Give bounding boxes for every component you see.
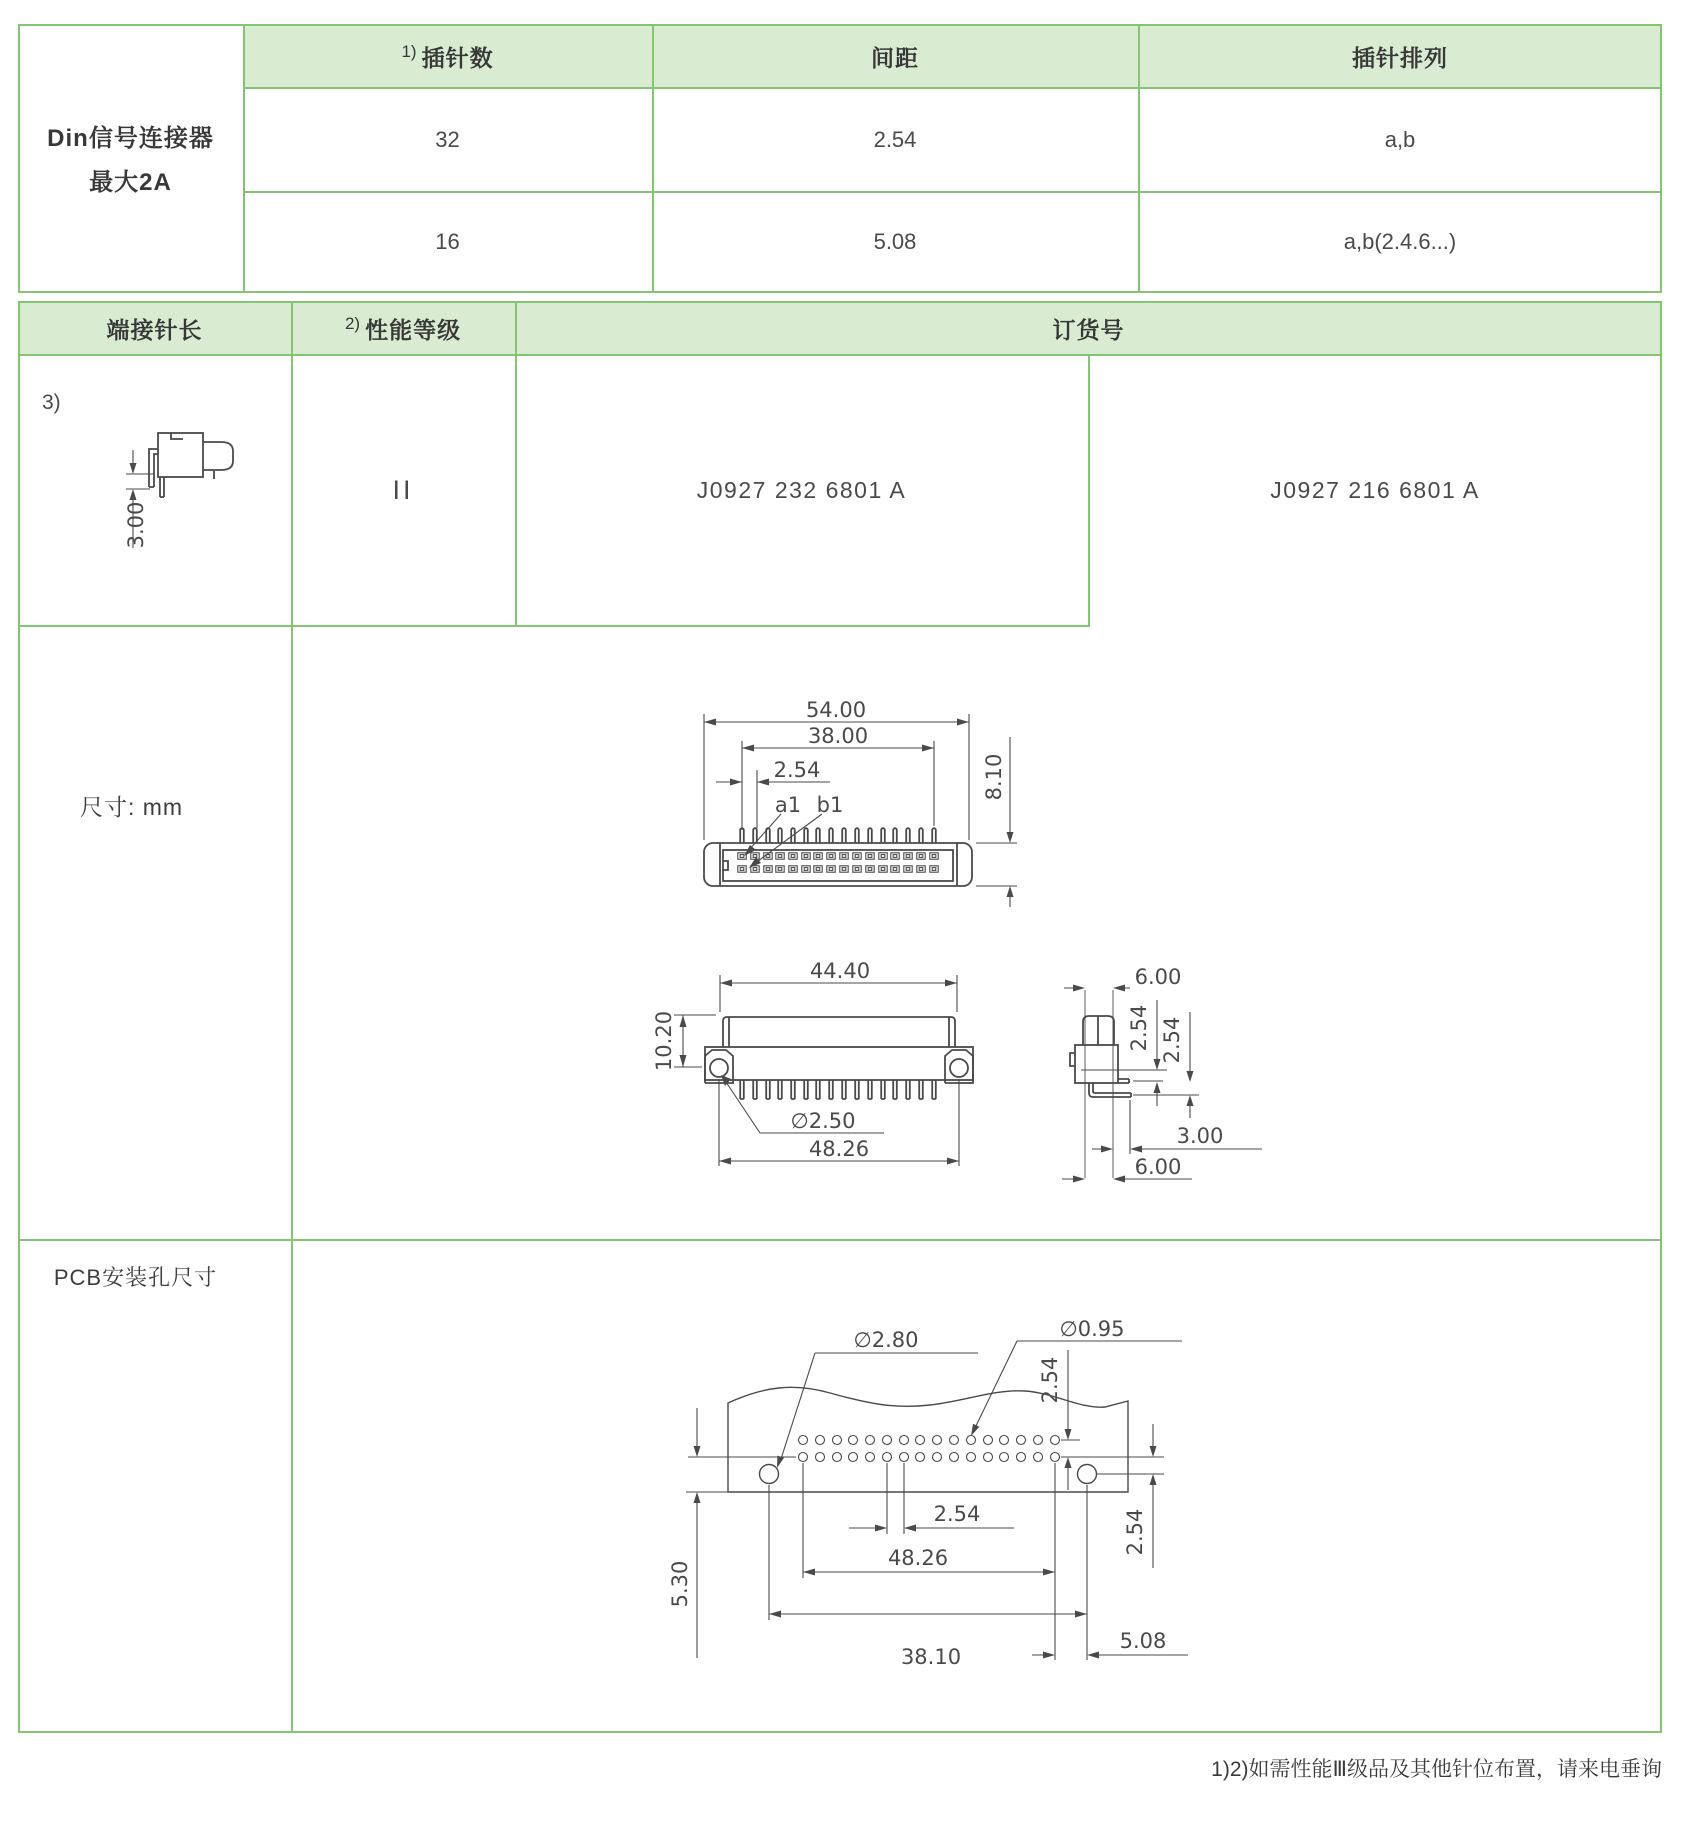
dim-2.54-hole-offset: 2.54 xyxy=(1123,1508,1147,1556)
dim-3.00-side: 3.00 xyxy=(1176,1124,1224,1148)
pitch-254: 2.54 xyxy=(873,127,917,152)
dim-8.10: 8.10 xyxy=(982,753,1006,801)
dim-dia-2.80: ∅2.80 xyxy=(853,1328,919,1352)
page-footnote: 1)2)如需性能Ⅲ级品及其他针位布置，请来电垂询 xyxy=(1211,1758,1662,1781)
dim-54.00: 54.00 xyxy=(805,698,867,722)
order-number-216: J0927 216 6801 A xyxy=(1270,477,1480,503)
dim-2.54-side1: 2.54 xyxy=(1127,1004,1151,1052)
dim-2.54-pitch: 2.54 xyxy=(933,1502,981,1526)
header-performance-label: 性能等级 xyxy=(365,317,462,343)
header-termination-label: 端接针长 xyxy=(106,317,203,343)
arrangement-ab246: a,b(2.4.6...) xyxy=(1343,229,1457,254)
pin-count-32: 32 xyxy=(435,127,460,152)
dim-dia-0.95: ∅0.95 xyxy=(1059,1317,1125,1341)
header-pitch-label: 间距 xyxy=(871,45,919,71)
termination-pin-drawing xyxy=(124,433,233,548)
dim-dia-2.50: ∅2.50 xyxy=(790,1109,856,1133)
pitch-508: 5.08 xyxy=(873,229,917,254)
side-view-drawing xyxy=(1062,965,1262,1183)
header-arrangement-label: 插针排列 xyxy=(1352,45,1448,71)
product-rating: 最大2A xyxy=(89,169,172,196)
footnote-ref-3: 3) xyxy=(42,391,61,414)
product-name: Din信号连接器 xyxy=(47,125,214,152)
order-number-232: J0927 232 6801 A xyxy=(696,477,907,503)
front-view-drawing xyxy=(704,698,1017,907)
dim-2.54-front: 2.54 xyxy=(773,758,821,782)
dim-10.20: 10.20 xyxy=(652,1010,676,1072)
footnote-ref-2: 2) xyxy=(344,313,361,333)
dim-2.54-side2: 2.54 xyxy=(1160,1016,1184,1064)
dim-2.54-rows: 2.54 xyxy=(1038,1356,1062,1404)
label-a1: a1 xyxy=(774,793,802,817)
dim-38.10: 38.10 xyxy=(900,1645,962,1669)
header-pin-count-label: 插针数 xyxy=(421,45,494,71)
dim-3.00-pin: 3.00 xyxy=(124,501,148,549)
dim-38.00: 38.00 xyxy=(807,724,869,748)
pcb-row-label: PCB安装孔尺寸 xyxy=(53,1265,218,1290)
arrangement-ab: a,b xyxy=(1384,127,1416,152)
dim-5.30: 5.30 xyxy=(668,1560,692,1608)
header-order-label: 订货号 xyxy=(1052,317,1125,343)
dim-6.00-bottom: 6.00 xyxy=(1134,1155,1182,1179)
performance-grade-value: II xyxy=(392,475,414,505)
dimensions-row-label: 尺寸: mm xyxy=(79,794,184,820)
label-b1: b1 xyxy=(816,793,844,817)
dim-48.26-rear: 48.26 xyxy=(808,1137,870,1161)
dim-6.00-top: 6.00 xyxy=(1134,965,1182,989)
dim-5.08: 5.08 xyxy=(1119,1629,1167,1653)
rear-view-drawing xyxy=(652,959,973,1166)
dim-48.26-pcb: 48.26 xyxy=(887,1546,949,1570)
dim-44.40: 44.40 xyxy=(809,959,871,983)
pcb-layout-drawing xyxy=(668,1317,1188,1669)
footnote-ref-1: 1) xyxy=(401,41,417,61)
pin-count-16: 16 xyxy=(435,229,460,254)
